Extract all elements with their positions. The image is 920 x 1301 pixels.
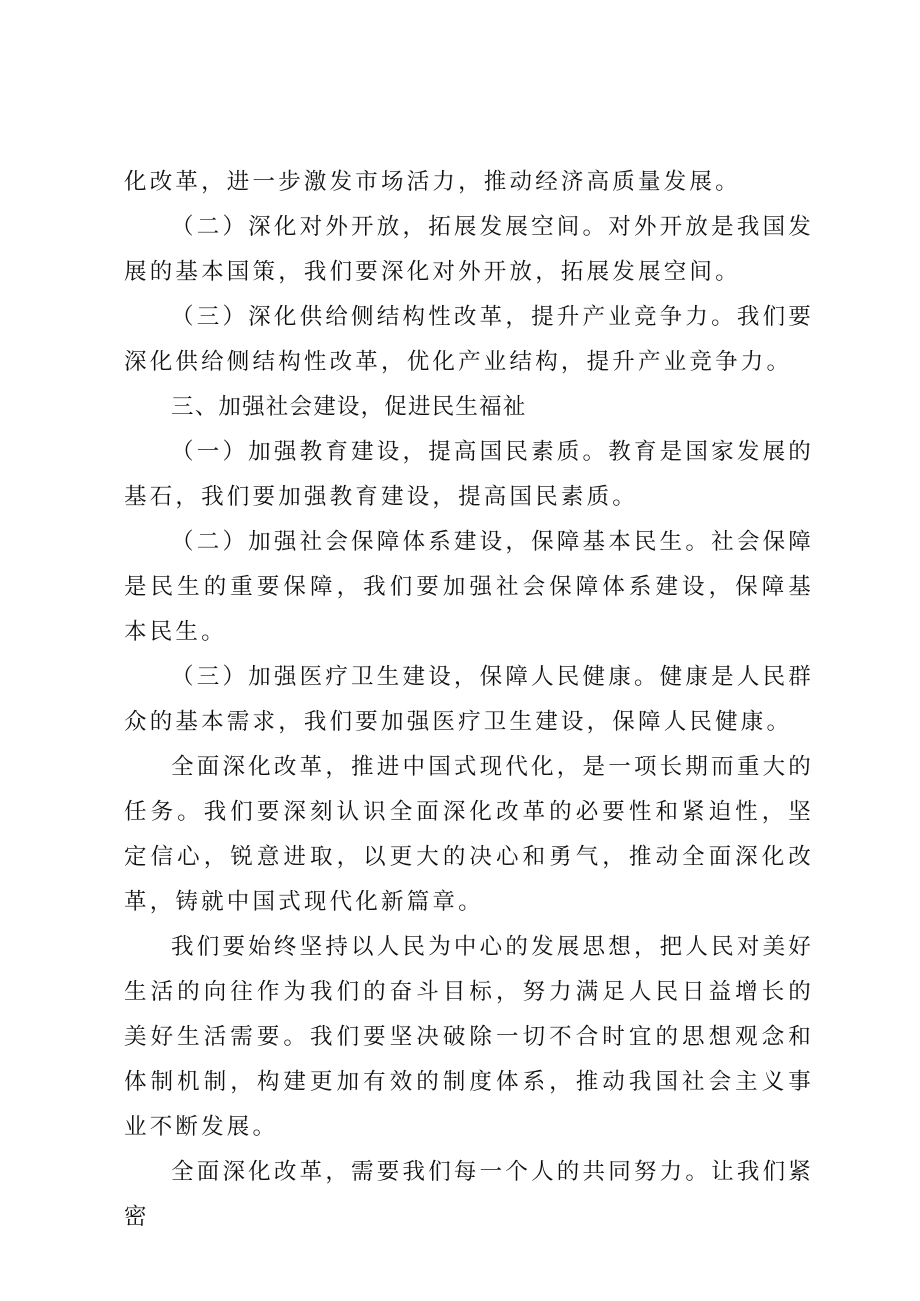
paragraph-supply-side-reform: （三）深化供给侧结构性改革，提升产业竞争力。我们要深化供给侧结构性改革，优化产业结构，提升产业竞争力。 [124,304,814,375]
section-heading-social-construction: 三、加强社会建设，促进民生福祉 [171,394,527,420]
paragraph-social-security: （二）加强社会保障体系建设，保障基本民生。社会保障是民生的重要保障，我们要加强社会保障体系建设，保障基本民生。 [124,529,814,645]
paragraph-healthcare: （三）加强医疗卫生建设，保障人民健康。健康是人民群众的基本需求，我们要加强医疗卫生建设，保障人民健康。 [124,664,814,735]
paragraph-continuation: 化改革，进一步激发市场活力，推动经济高质量发展。 [124,169,741,195]
paragraph-joint-effort: 全面深化改革，需要我们每一个人的共同努力。让我们紧密 [124,1159,814,1230]
document-body [124,160,814,1240]
paragraph-people-centered: 我们要始终坚持以人民为中心的发展思想，把人民对美好生活的向往作为我们的奋斗目标，努力满足人民日益增长的美好生活需要。我们要坚决破除一切不合时宜的思想观念和体制机制，构建更加有效的制度体系，推动我国社会主义事业不断发展。 [124,934,814,1140]
paragraph-modernization: 全面深化改革，推进中国式现代化，是一项长期而重大的任务。我们要深刻认识全面深化改革的必要性和紧迫性，坚定信心，锐意进取，以更大的决心和勇气，推动全面深化改革，铸就中国式现代化新篇章。 [124,754,814,915]
paragraph-education: （一）加强教育建设，提高国民素质。教育是国家发展的基石，我们要加强教育建设，提高国民素质。 [124,439,814,510]
paragraph-opening-up: （二）深化对外开放，拓展发展空间。对外开放是我国发展的基本国策，我们要深化对外开放，拓展发展空间。 [124,214,814,285]
